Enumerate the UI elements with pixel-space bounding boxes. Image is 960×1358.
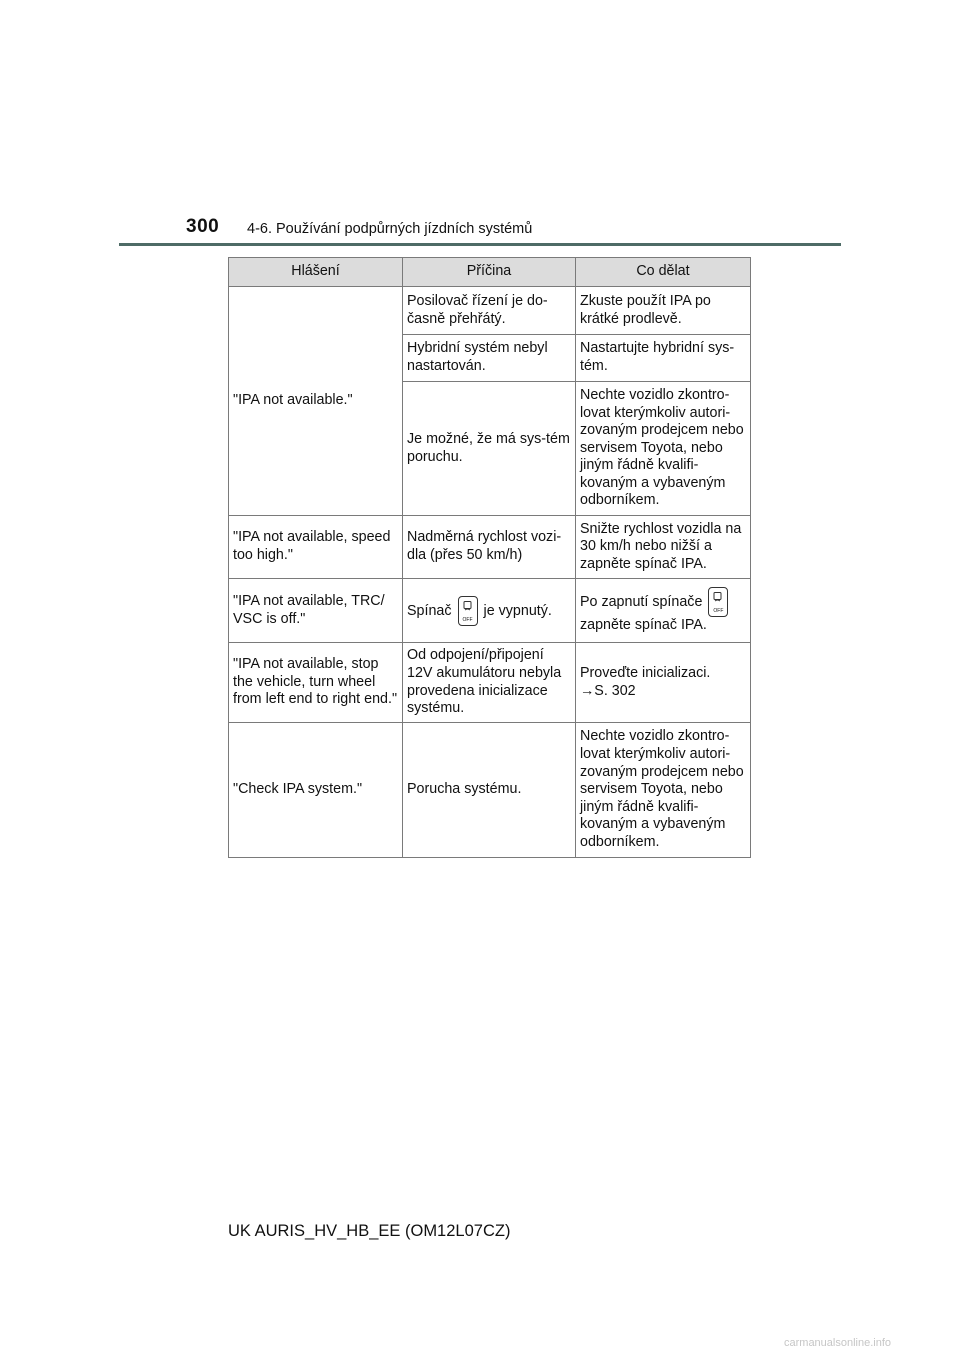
action-cell	[576, 579, 751, 643]
action-cell: Nastartujte hybridní sys-tém.	[576, 335, 751, 382]
column-header-message: Hlášení	[229, 258, 403, 287]
page-number: 300	[186, 216, 220, 237]
vsc-off-switch-icon	[458, 596, 478, 626]
icon-off-label: OFF	[462, 616, 473, 623]
table-row	[229, 643, 751, 723]
message-cell: "Check IPA system."	[229, 723, 403, 858]
cause-cell: Od odpojení/připojení 12V akumulátoru nebyla provedena inicializace systému.	[403, 643, 576, 723]
message-cell: "IPA not available, stop the vehicle, turn wheel from left end to right end."	[229, 643, 403, 723]
cause-cell: Nadměrná rychlost vozi-dla (přes 50 km/h)	[403, 516, 576, 579]
message-cell: "IPA not available, speed too high."	[229, 516, 403, 579]
column-header-action: Co dělat	[576, 258, 751, 287]
watermark: carmanualsonline.info	[784, 1337, 892, 1349]
table-row	[229, 287, 751, 335]
cause-cell: Je možné, že má sys-tém poruchu.	[403, 382, 576, 516]
action-cell: Nechte vozidlo zkontro-lovat kterýmkoliv autori-zovaným prodejcem nebo servisem Toyota, nebo jiným řádně kvalifi-kovaným a vybaveným odborníkem.	[576, 723, 751, 858]
column-header-cause: Příčina	[403, 258, 576, 287]
action-text: Proveďte inicializaci.	[580, 664, 711, 681]
cause-cell: Posilovač řízení je do-časně přehřátý.	[403, 287, 576, 335]
messages-table	[228, 257, 751, 858]
table-header-row	[229, 258, 751, 287]
vsc-off-switch-icon	[708, 587, 728, 617]
action-cell: Nechte vozidlo zkontro-lovat kterýmkoliv autori-zovaným prodejcem nebo servisem Toyota, nebo jiným řádně kvalifi-kovaným a vybaveným odborníkem.	[576, 382, 751, 516]
icon-off-label: OFF	[713, 607, 724, 614]
action-text-before: Po zapnutí spínače	[580, 593, 703, 610]
page-reference-link[interactable]: →S. 302	[580, 682, 636, 699]
header-divider	[119, 243, 841, 246]
document-code: UK AURIS_HV_HB_EE (OM12L07CZ)	[228, 1222, 511, 1240]
message-cell: "IPA not available."	[229, 287, 403, 516]
cause-cell: Porucha systému.	[403, 723, 576, 858]
action-cell	[576, 643, 751, 723]
cause-text-after: je vypnutý.	[483, 602, 552, 619]
cause-text-before: Spínač	[407, 602, 452, 619]
cause-cell: Hybridní systém nebyl nastartován.	[403, 335, 576, 382]
action-text-after: zapněte spínač IPA.	[580, 616, 707, 633]
table-row	[229, 516, 751, 579]
section-title: 4-6. Používání podpůrných jízdních systémů	[247, 221, 533, 237]
message-cell: "IPA not available, TRC/ VSC is off."	[229, 579, 403, 643]
table-row	[229, 723, 751, 858]
table-row	[229, 579, 751, 643]
action-cell: Snižte rychlost vozidla na 30 km/h nebo nižší a zapněte spínač IPA.	[576, 516, 751, 579]
cause-cell	[403, 579, 576, 643]
action-cell: Zkuste použít IPA po krátké prodlevě.	[576, 287, 751, 335]
